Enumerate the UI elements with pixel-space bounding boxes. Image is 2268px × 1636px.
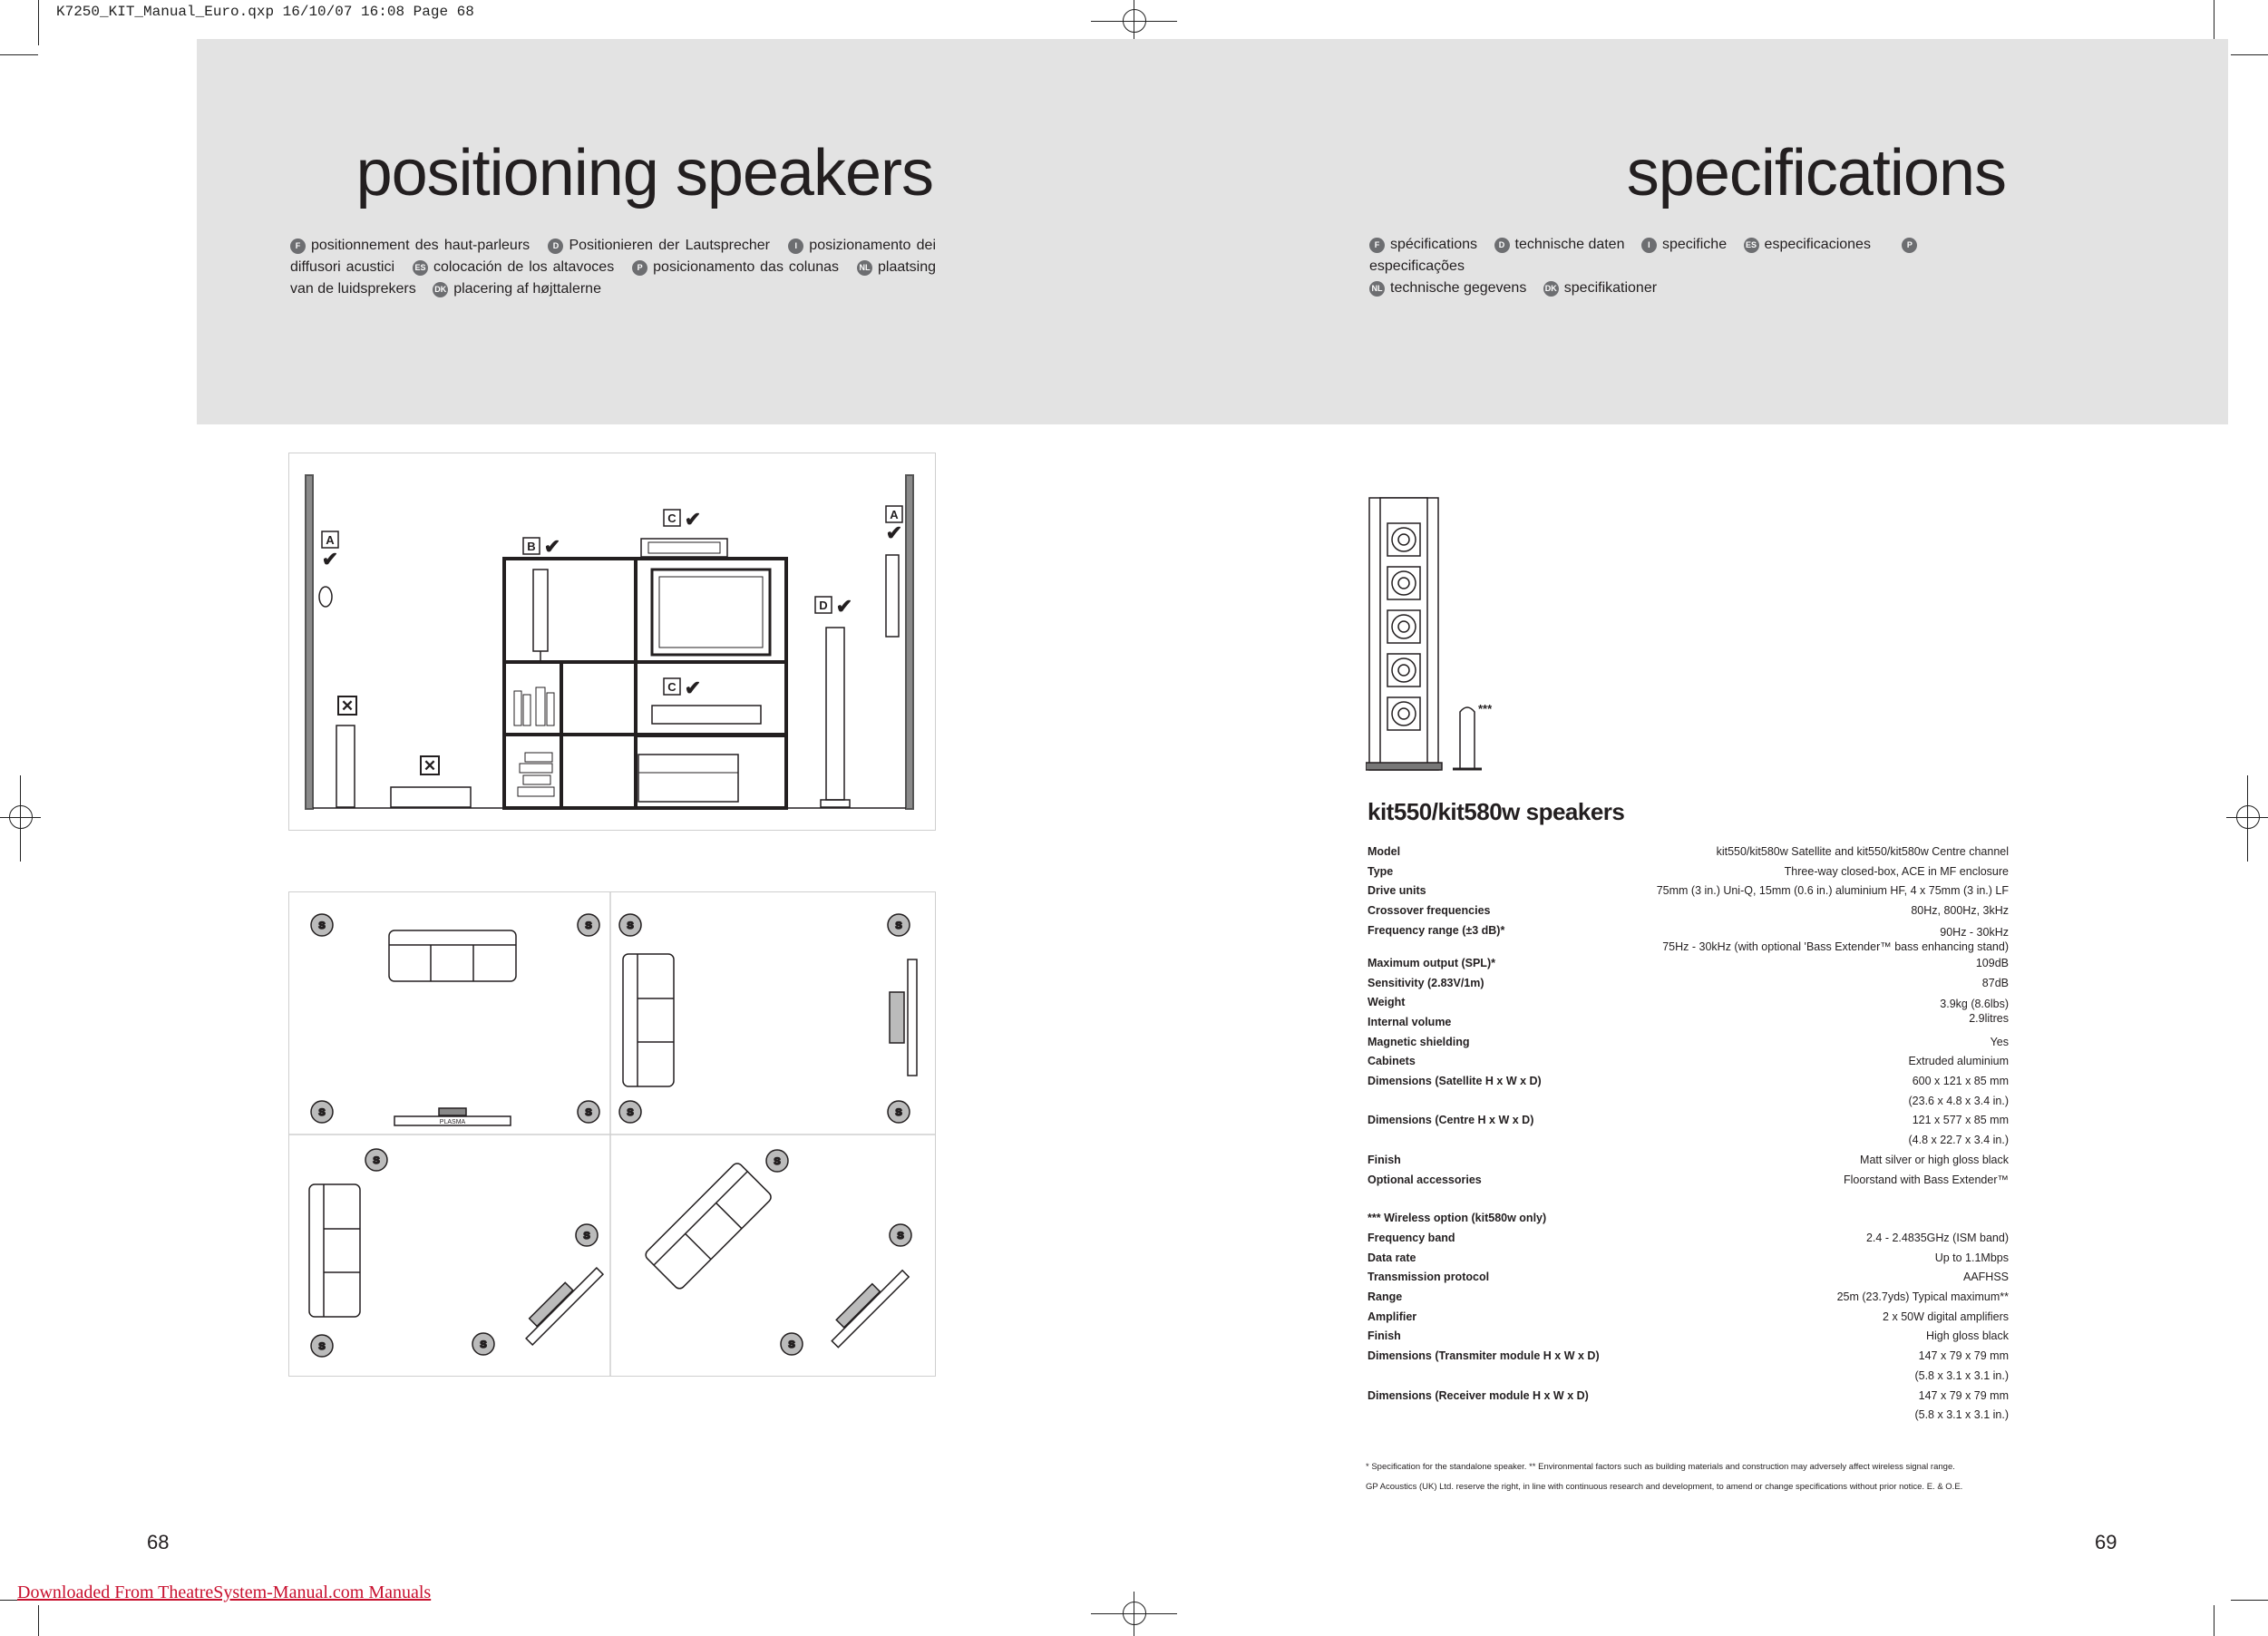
spec-key: Dimensions (Centre H x W x D): [1368, 1114, 1534, 1127]
label-c: C: [667, 680, 677, 694]
lang-badge: DK: [1543, 281, 1559, 297]
spec-row: [1368, 1268, 2009, 1288]
spec-value: 109dB: [1975, 956, 2009, 969]
spec-row: [1368, 1288, 2009, 1308]
lang-badge: D: [1494, 238, 1510, 253]
plasma-label: PLASMA: [439, 1119, 466, 1125]
room-layout-diagrams: [288, 891, 936, 1377]
spec-value: Floorstand with Bass Extender™: [1843, 1173, 2009, 1186]
spec-key: Range: [1368, 1290, 1403, 1304]
spec-key: Sensitivity (2.83V/1m): [1368, 976, 1484, 989]
check-icon: ✔: [684, 508, 702, 531]
crop-mark: [2231, 54, 2268, 55]
translation-text: spécifications: [1390, 237, 1478, 252]
crop-mark: [20, 775, 21, 862]
lang-badge: P: [1902, 238, 1917, 253]
translation-text: specifiche: [1661, 237, 1728, 252]
spec-value: 75mm (3 in.) Uni-Q, 15mm (0.6 in.) aluminium HF, 4 x 75mm (3 in.) LF: [1656, 884, 2009, 898]
spec-row: [1368, 1052, 2009, 1072]
spec-value: kit550/kit580w Satellite and kit550/kit580w Centre channel: [1716, 845, 2009, 858]
spec-row: [1368, 881, 2009, 901]
spec-row: [1368, 1406, 2009, 1426]
wireless-mark: ***: [1478, 702, 1493, 716]
surround-s-icon: S: [585, 920, 592, 931]
spec-value: Matt silver or high gloss black: [1860, 1153, 2009, 1166]
lang-badge: I: [1641, 238, 1657, 253]
surround-s-icon: S: [788, 1339, 795, 1350]
label-d: D: [819, 599, 828, 612]
lang-badge: D: [548, 239, 563, 254]
translations-positioning: [290, 235, 936, 300]
footnote-specification: * Specification for the standalone speaker. ** Environmental factors such as building materials and construction may adversely affect wireless signal range.: [1366, 1462, 1955, 1472]
spec-key: Internal volume: [1368, 1015, 1452, 1028]
translations-specifications: [1369, 234, 2009, 299]
spec-row: [1368, 974, 2009, 994]
speaker-drawing-icon: [1366, 494, 1511, 774]
check-icon: ✔: [543, 535, 561, 558]
spec-table: [1368, 842, 2009, 1426]
spec-key: Model: [1368, 845, 1401, 858]
spec-key: Magnetic shielding: [1368, 1035, 1470, 1048]
spec-value: (23.6 x 4.8 x 3.4 in.): [1908, 1094, 2009, 1107]
speaker-illustration: [1366, 494, 1511, 774]
translation-text: positionnement des haut-parleurs: [311, 238, 530, 253]
spec-value: 2 x 50W digital amplifiers: [1883, 1310, 2009, 1323]
spec-row: [1368, 842, 2009, 862]
spec-row: [1368, 1033, 2009, 1053]
spec-row: [1368, 1111, 2009, 1131]
label-c: C: [667, 511, 677, 525]
spec-value-group: [1662, 921, 2009, 954]
spec-value-group: [1940, 993, 2009, 1032]
header-banner: [197, 39, 2228, 424]
spec-value: Extruded aluminium: [1908, 1055, 2009, 1068]
footnote-disclaimer: GP Acoustics (UK) Ltd. reserve the right, in line with continuous research and development, to amend or change specifications without prior notice. E. & O.E.: [1366, 1482, 1963, 1492]
spec-row: [1368, 1347, 2009, 1367]
crop-mark: [2247, 775, 2248, 862]
spec-row: [1368, 1151, 2009, 1171]
translation-text: placering af højttalerne: [453, 281, 601, 297]
check-icon: ✔: [885, 521, 903, 544]
spec-value: Three-way closed-box, ACE in MF enclosure: [1784, 864, 2009, 878]
label-b: B: [527, 540, 536, 553]
lang-badge: DK: [433, 282, 448, 297]
check-icon: ✔: [684, 677, 702, 699]
spec-value: (4.8 x 22.7 x 3.4 in.): [1908, 1134, 2009, 1147]
page-number-left: 68: [147, 1531, 170, 1553]
crop-mark: [38, 1605, 39, 1636]
surround-s-icon: S: [897, 1231, 904, 1242]
spec-key: Cabinets: [1368, 1055, 1416, 1068]
spec-key: Dimensions (Receiver module H x W x D): [1368, 1388, 1589, 1402]
spec-key: Finish: [1368, 1329, 1401, 1343]
surround-s-icon: S: [318, 920, 326, 931]
crop-mark: [0, 54, 38, 55]
lang-badge: NL: [1369, 281, 1385, 297]
spec-key: *** Wireless option (kit580w only): [1368, 1212, 1547, 1225]
spec-row: [1368, 1171, 2009, 1191]
label-a: A: [326, 533, 335, 547]
spec-value: 2.9litres: [1969, 1012, 2009, 1026]
lang-badge: F: [1369, 238, 1385, 253]
surround-s-icon: S: [318, 1107, 326, 1118]
spec-row: [1368, 1308, 2009, 1328]
surround-s-icon: S: [373, 1155, 380, 1166]
translation-text: Positionieren der Lautsprecher: [569, 238, 771, 253]
spec-key: Crossover frequencies: [1368, 904, 1491, 918]
surround-s-icon: S: [895, 920, 902, 931]
spec-key: Weight: [1368, 996, 1406, 1009]
spec-row: [1368, 901, 2009, 921]
spec-value: Up to 1.1Mbps: [1934, 1251, 2009, 1264]
spec-key-group: [1368, 993, 1451, 1032]
surround-s-icon: S: [627, 920, 634, 931]
check-icon: ✔: [321, 548, 339, 570]
spec-key: Type: [1368, 864, 1394, 878]
lang-badge: I: [788, 239, 803, 254]
translation-text: especificações: [1369, 258, 1465, 274]
slug-line: K7250_KIT_Manual_Euro.qxp 16/10/07 16:08 Page 68: [56, 4, 474, 20]
spec-row: [1368, 1387, 2009, 1407]
front-wall-illustration: [289, 453, 935, 830]
spec-key-group: [1368, 921, 1504, 954]
spec-row: [1368, 1327, 2009, 1347]
front-positioning-diagram: [288, 453, 936, 831]
spec-key: Amplifier: [1368, 1310, 1417, 1323]
spec-key: Transmission protocol: [1368, 1271, 1490, 1284]
translation-text: especificaciones: [1764, 237, 1871, 252]
translation-text: posicionamento das colunas: [653, 259, 840, 275]
spec-row: [1368, 1367, 2009, 1387]
surround-s-icon: S: [480, 1339, 487, 1350]
surround-s-icon: S: [583, 1231, 590, 1242]
translation-text: plaatsing van de luidsprekers: [290, 259, 937, 297]
spec-key: Data rate: [1368, 1251, 1416, 1264]
page-number-right: 69: [2095, 1531, 2117, 1553]
spec-row: [1368, 1072, 2009, 1092]
spec-value: 147 x 79 x 79 mm: [1918, 1388, 2009, 1402]
spec-row: [1368, 1190, 2009, 1209]
cross-icon: ✕: [423, 757, 437, 774]
spec-value: 2.4 - 2.4835GHz (ISM band): [1865, 1231, 2009, 1244]
spec-value: 87dB: [1981, 976, 2009, 989]
spec-row: [1368, 1209, 2009, 1229]
translation-text: posizionamento dei diffusori acustici: [290, 238, 936, 275]
product-title: kit550/kit580w speakers: [1368, 798, 1625, 825]
surround-s-icon: S: [895, 1107, 902, 1118]
spec-key: Frequency range (±3 dB)*: [1368, 923, 1505, 937]
lang-badge: NL: [857, 260, 872, 276]
spec-value: High gloss black: [1925, 1329, 2009, 1343]
page-title-positioning: positioning speakers: [355, 137, 933, 209]
lang-badge: ES: [413, 260, 428, 276]
surround-s-icon: S: [585, 1107, 592, 1118]
download-source-link[interactable]: Downloaded From TheatreSystem-Manual.com Manuals: [17, 1582, 432, 1602]
lang-badge: F: [290, 239, 306, 254]
spec-row: [1368, 1249, 2009, 1269]
spec-row: [1368, 1131, 2009, 1151]
spec-row: [1368, 1229, 2009, 1249]
spec-value: 3.9kg (8.6lbs): [1940, 998, 2009, 1011]
crop-mark: [2231, 1600, 2268, 1601]
surround-s-icon: S: [774, 1156, 781, 1167]
label-a: A: [890, 508, 899, 521]
spec-value: AAFHSS: [1962, 1271, 2009, 1284]
check-icon: ✔: [835, 595, 853, 618]
cross-icon: ✕: [340, 697, 355, 715]
spec-value: 25m (23.7yds) Typical maximum**: [1836, 1290, 2009, 1304]
spec-value: 75Hz - 30kHz (with optional 'Bass Extender™ bass enhancing stand): [1662, 940, 2009, 953]
spec-key: Dimensions (Transmiter module H x W x D): [1368, 1349, 1600, 1363]
lang-badge: P: [632, 260, 647, 276]
page-title-specifications: specifications: [1626, 137, 2006, 209]
spec-value: 90Hz - 30kHz: [1940, 925, 2009, 939]
spec-row: [1368, 862, 2009, 882]
spec-value: 80Hz, 800Hz, 3kHz: [1911, 904, 2009, 918]
lang-badge: ES: [1744, 238, 1759, 253]
spec-row: [1368, 993, 2009, 1032]
spec-key: Finish: [1368, 1153, 1401, 1166]
spec-key: Dimensions (Satellite H x W x D): [1368, 1075, 1542, 1088]
translation-text: colocación de los altavoces: [433, 259, 615, 275]
spec-value: 121 x 577 x 85 mm: [1912, 1114, 2009, 1127]
surround-s-icon: S: [627, 1107, 634, 1118]
spec-value: (5.8 x 3.1 x 3.1 in.): [1914, 1368, 2009, 1382]
spec-key: Drive units: [1368, 884, 1426, 898]
translation-text: specifikationer: [1563, 280, 1658, 296]
spec-value: (5.8 x 3.1 x 3.1 in.): [1914, 1408, 2009, 1422]
room-layouts-illustration: [289, 892, 935, 1376]
spec-key: Maximum output (SPL)*: [1368, 956, 1495, 969]
translation-text: technische gegevens: [1390, 280, 1527, 296]
spec-key: Optional accessories: [1368, 1173, 1482, 1186]
spec-key: Frequency band: [1368, 1231, 1455, 1244]
spec-row: [1368, 1092, 2009, 1112]
spec-row: [1368, 921, 2009, 954]
spec-value: 147 x 79 x 79 mm: [1918, 1349, 2009, 1363]
translation-text: technische daten: [1514, 237, 1625, 252]
crop-mark: [38, 0, 39, 45]
spec-value: Yes: [1990, 1035, 2009, 1048]
spec-row: [1368, 954, 2009, 974]
spec-value: 600 x 121 x 85 mm: [1912, 1075, 2009, 1088]
surround-s-icon: S: [318, 1341, 326, 1352]
